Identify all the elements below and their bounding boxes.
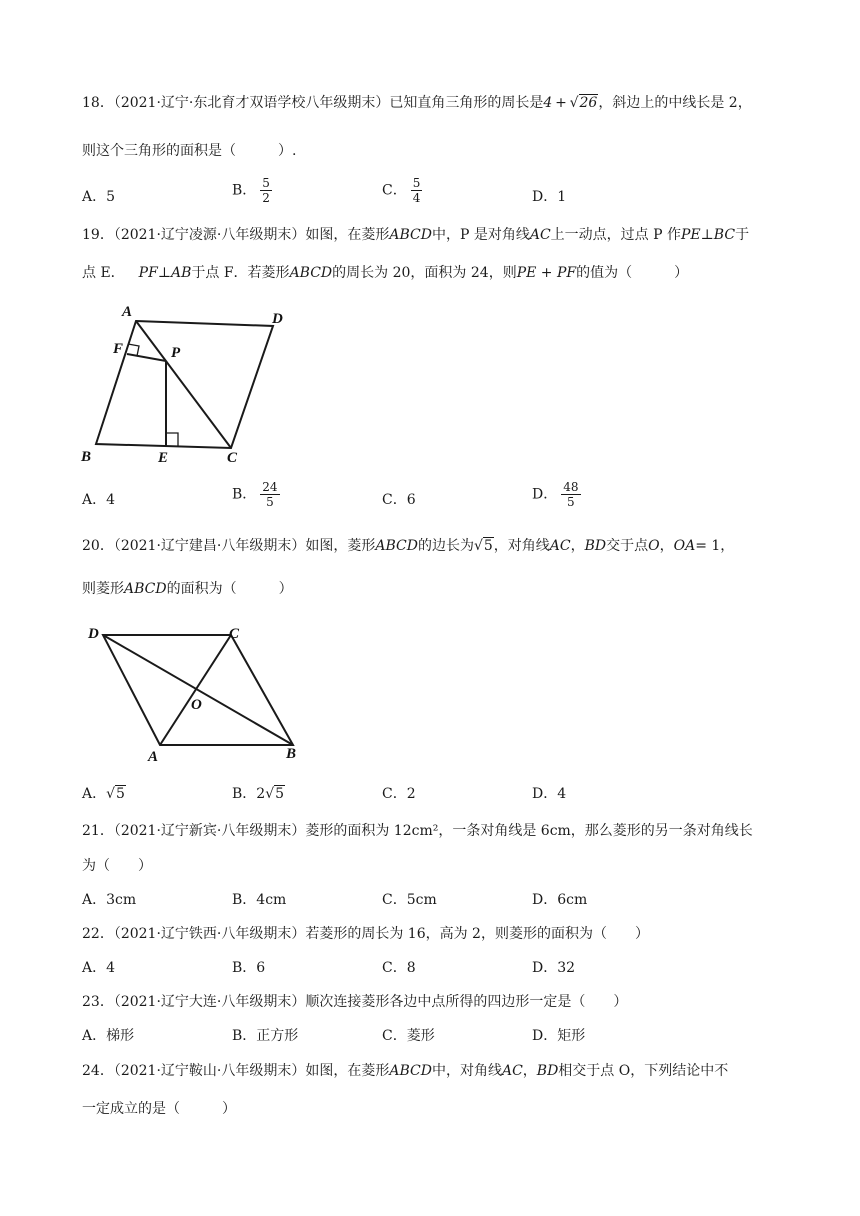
q19-label-f: F <box>113 341 124 357</box>
q19-label-c: C <box>227 450 238 466</box>
q22-option-a[interactable]: A．4 <box>82 960 116 976</box>
q20-label-o: O <box>191 697 202 713</box>
q19-stem-line1: 19．（2021·辽宁凌源·八年级期末）如图，在菱形ABCD中，P 是对角线AC上一动点，过点 P 作PE⊥BC于 <box>82 227 750 243</box>
q18-perimeter-expression: 4 + √26 <box>543 95 598 111</box>
q20-label-a: A <box>148 749 159 765</box>
q19-label-p: P <box>171 345 181 361</box>
q19-option-b[interactable]: B． $\frac{24}{5}$ <box>232 480 278 509</box>
q21-option-c[interactable]: C．5cm <box>382 892 437 908</box>
q23-option-d[interactable]: D．矩形 <box>532 1028 586 1044</box>
q19-label-b: B <box>81 449 92 465</box>
q23-option-b[interactable]: B．正方形 <box>232 1028 299 1044</box>
q22-option-c[interactable]: C．8 <box>382 960 416 976</box>
q21-stem-line1: 21．（2021·辽宁新宾·八年级期末）菱形的面积为 12cm²，一条对角线是 6cm，那么菱形的另一条对角线长 <box>82 823 753 839</box>
q19-option-c[interactable]: C．6 <box>382 492 416 508</box>
q21-option-b[interactable]: B．4cm <box>232 892 287 908</box>
q23-option-c[interactable]: C．菱形 <box>382 1028 435 1044</box>
q20-rhombus-figure <box>78 618 318 768</box>
q18-option-d[interactable]: D．1 <box>532 189 567 205</box>
q20-label-b: B <box>286 746 297 762</box>
q19-diagonal-ac <box>136 321 231 448</box>
q20-stem-line2: 则菱形ABCD的面积为（ ） <box>82 581 293 597</box>
q20-stem-line1: 20．（2021·辽宁建昌·八年级期末）如图，菱形ABCD的边长为√5，对角线AC，BD交于点O，OA= 1， <box>82 538 735 554</box>
q19-stem-line2: 点 E． PF⊥AB于点 F．若菱形ABCD的周长为 20，面积为 24，则PE + PF的值为（ ） <box>82 265 689 281</box>
q20-label-c: C <box>229 626 240 642</box>
q19-option-a[interactable]: A．4 <box>82 492 116 508</box>
q19-right-angle-e <box>166 433 178 446</box>
q20-diagonal-ac <box>160 635 231 745</box>
q18-option-a[interactable]: A．5 <box>82 189 116 205</box>
q20-option-b[interactable]: B．2√5 <box>232 786 285 802</box>
q19-label-e: E <box>158 450 169 466</box>
q22-option-b[interactable]: B．6 <box>232 960 266 976</box>
q23-stem-line1: 23．（2021·辽宁大连·八年级期末）顺次连接菱形各边中点所得的四边形一定是（ ） <box>82 994 628 1010</box>
q21-option-d[interactable]: D．6cm <box>532 892 588 908</box>
q19-label-a: A <box>122 304 133 320</box>
q23-option-a[interactable]: A．梯形 <box>82 1028 135 1044</box>
q19-rhombus-figure <box>78 298 308 468</box>
q21-stem-line2: 为（ ） <box>82 858 152 874</box>
q20-label-d: D <box>88 626 99 642</box>
q20-option-d[interactable]: D．4 <box>532 786 567 802</box>
q18-stem-line2: 则这个三角形的面积是（ ）. <box>82 143 297 159</box>
q19-segment-pf <box>127 354 166 361</box>
q22-stem-line1: 22．（2021·辽宁铁西·八年级期末）若菱形的周长为 16，高为 2，则菱形的面积为（ ） <box>82 926 649 942</box>
q20-option-c[interactable]: C．2 <box>382 786 416 802</box>
q20-option-a[interactable]: A．√5 <box>82 786 125 802</box>
q18-option-b[interactable]: B． $\frac{5}{2}$ <box>232 176 270 205</box>
q19-option-d[interactable]: D． $\frac{48}{5}$ <box>532 480 579 509</box>
q22-option-d[interactable]: D．32 <box>532 960 576 976</box>
q24-stem-line2: 一定成立的是（ ） <box>82 1101 236 1117</box>
q18-option-c[interactable]: C． $\frac{5}{4}$ <box>382 176 421 205</box>
q24-stem-line1: 24．（2021·辽宁鞍山·八年级期末）如图，在菱形ABCD中，对角线AC，BD相交于点 O，下列结论中不 <box>82 1063 729 1079</box>
q18-stem-line1: 18．（2021·辽宁·东北育才双语学校八年级期末）已知直角三角形的周长是4 + √26，斜边上的中线长是 2， <box>82 95 752 111</box>
q21-option-a[interactable]: A．3cm <box>82 892 137 908</box>
q19-label-d: D <box>272 311 283 327</box>
